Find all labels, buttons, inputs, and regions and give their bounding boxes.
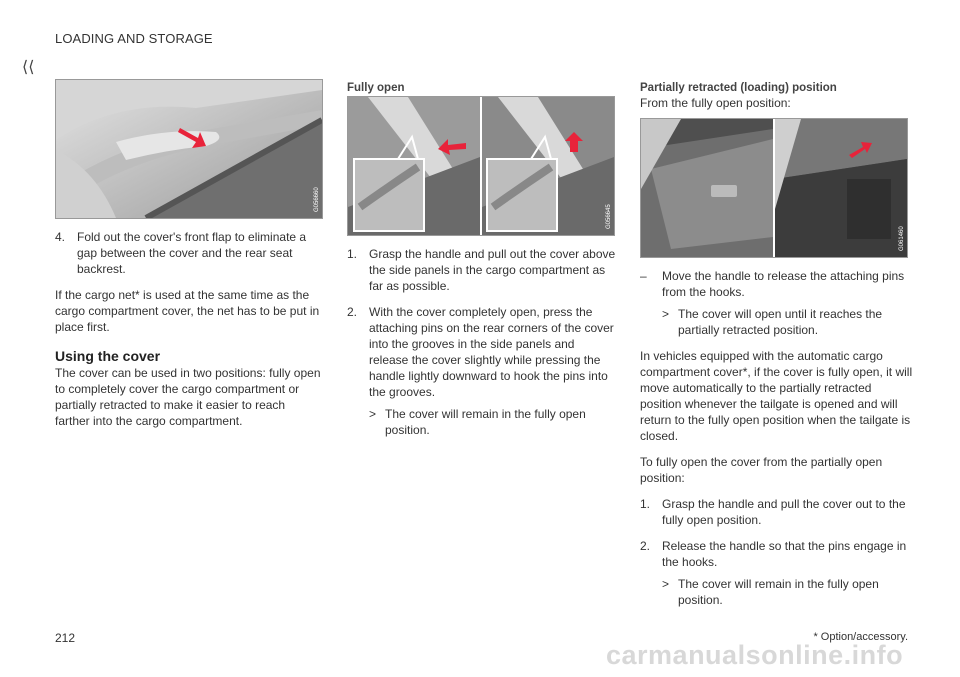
watermark: carmanualsonline.info [606,640,904,670]
to-open-paragraph: To fully open the cover from the partially open position: [640,455,883,485]
step-text: Release the handle so that the pins engage in the hooks. [662,539,907,569]
red-arrow-icon [436,137,468,157]
image-code: G056660 [314,187,320,212]
step-4 [55,229,321,277]
dash-marker: – [640,269,647,283]
result-marker: > [369,407,377,421]
step-text: Grasp the handle and pull out the cover above the side panels in the cargo compartment as far as possible. [369,247,616,293]
page-number: 212 [55,631,76,645]
dash-result [662,306,915,338]
double-chevron-left-icon[interactable]: ⟨⟨ [22,59,35,76]
using-cover-heading: Using the cover [55,348,161,364]
intro-text: From the fully open position: [640,96,791,110]
section-title: LOADING AND STORAGE [55,31,213,46]
step-text: Fold out the cover's front flap to eliminate a gap between the cover and the rear seat backrest. [77,230,307,276]
image-code: G056645 [606,204,612,229]
step-number: 2. [347,305,358,319]
using-cover-paragraph: The cover can be used in two positions: fully open to completely cover the cargo compartment or partially retracted to make it easier to reach farther into the cargo compartment. [55,366,321,428]
cargo-net-paragraph: If the cargo net* is used at the same time as the cargo compartment cover, the net has to be put in place first. [55,288,320,334]
automatic-cover-paragraph: In vehicles equipped with the automatic cargo compartment cover*, if the cover is fully open, it will move automatically to the partially retracted position whenever the tailgate is opened and will return to the fully open position when the tailgate is closed. [640,349,913,443]
fully-open-heading: Fully open [347,82,405,94]
step-number: 2. [640,539,651,553]
dash-text: Move the handle to release the attaching pins from the hooks. [662,269,905,299]
step-text: With the cover completely open, press the attaching pins on the rear corners of the cover into the grooves in the side panels and release the cover slightly while pressing the handle lightly downward to hook the pins into the grooves. [369,305,614,399]
step-1 [640,496,915,528]
partially-retracted-image [640,118,908,258]
result-text: The cover will open until it reaches the partially retracted position. [678,307,883,337]
result-marker: > [662,577,670,591]
result-marker: > [662,307,670,321]
step-result [369,406,617,438]
step-number: 4. [55,230,66,244]
red-arrow-icon [847,139,873,159]
cover-flap-image [55,79,323,219]
result-text: The cover will remain in the fully open position. [385,407,586,437]
red-arrow-icon [176,126,208,150]
red-arrow-up-icon [564,131,584,153]
option-footnote: * Option/accessory. [813,631,908,643]
result-text: The cover will remain in the fully open position. [678,577,879,607]
fully-open-image [347,96,615,236]
step-number: 1. [347,247,358,261]
step-2 [640,538,915,570]
step-2 [347,304,617,400]
step-1 [347,246,617,294]
partially-retracted-heading: Partially retracted (loading) position [640,82,837,94]
image-code: G061460 [899,226,905,251]
step-number: 1. [640,497,651,511]
step-text: Grasp the handle and pull the cover out to the fully open position. [662,497,906,527]
dash-item [640,268,915,300]
step-result [662,576,915,608]
